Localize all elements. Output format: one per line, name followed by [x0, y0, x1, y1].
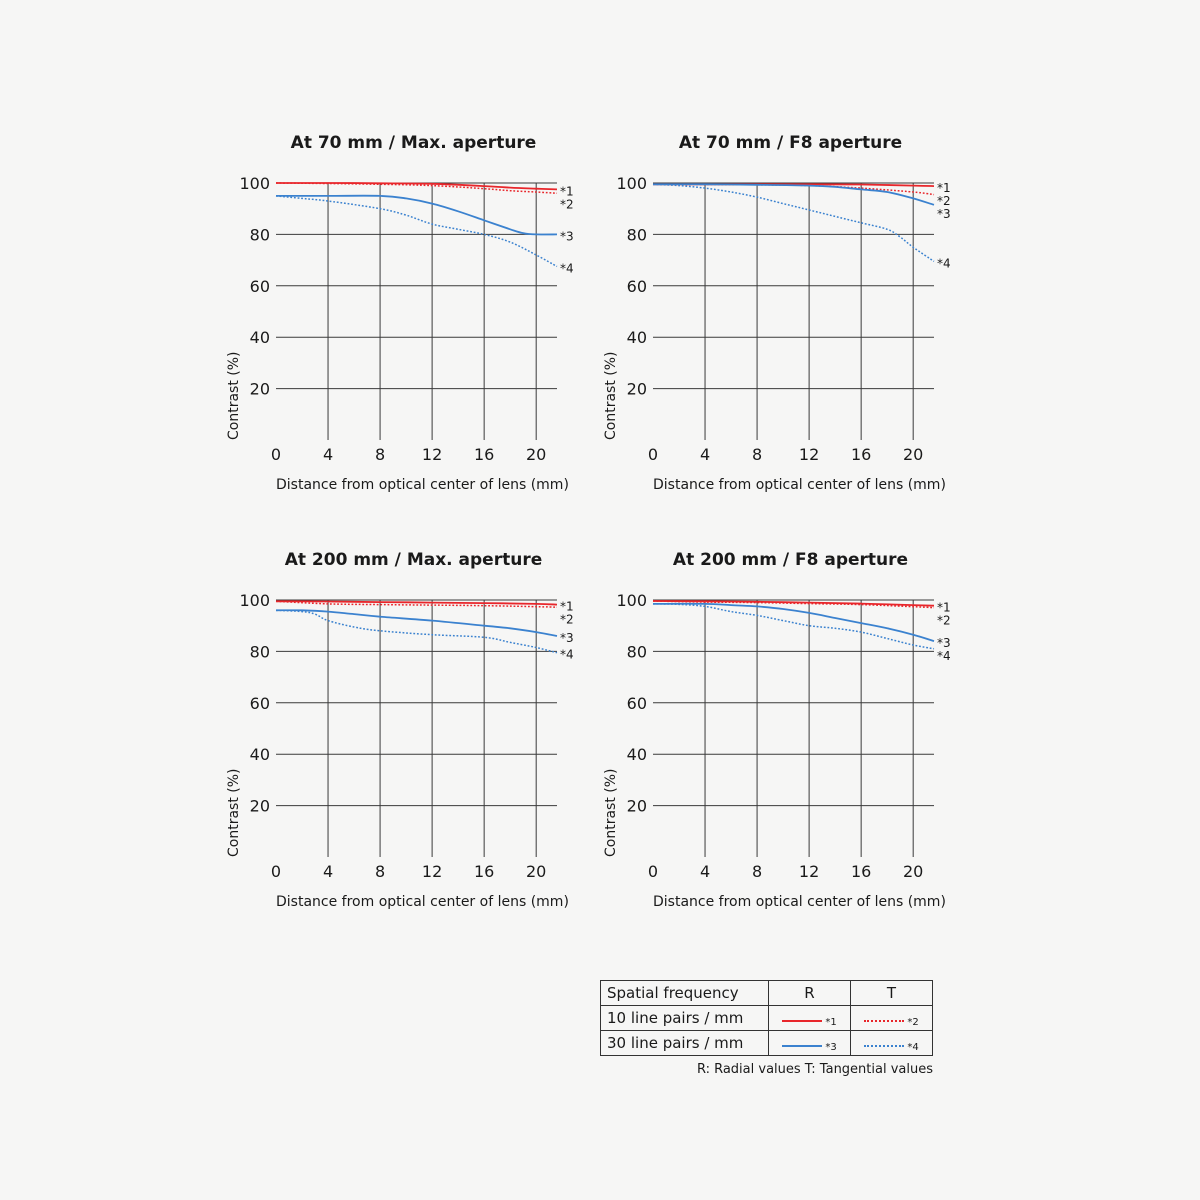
series-tag: *2 — [937, 194, 951, 209]
series-tag: *4 — [937, 256, 951, 271]
legend-sample-r10 — [769, 1006, 851, 1031]
x-tick-label: 0 — [647, 862, 659, 881]
legend-header-label: Spatial frequency — [601, 981, 769, 1006]
x-axis-label: Distance from optical center of lens (mm) — [653, 477, 946, 493]
legend-tag: *2 — [907, 1017, 919, 1028]
x-tick-label: 16 — [473, 445, 495, 464]
series-line-s4 — [276, 610, 557, 652]
y-tick-label: 20 — [626, 796, 647, 816]
chart-title: At 70 mm / Max. aperture — [290, 133, 537, 153]
legend-swatch-r10 — [782, 1020, 822, 1022]
y-tick-label: 60 — [626, 693, 647, 713]
x-tick-label: 4 — [699, 445, 711, 464]
y-tick-label: 40 — [249, 745, 270, 765]
x-tick-label: 12 — [798, 445, 820, 464]
y-tick-label: 100 — [239, 591, 270, 610]
series-line-s3 — [653, 184, 934, 205]
series-tag: *1 — [560, 599, 574, 614]
legend-swatch-t10 — [864, 1020, 904, 1022]
series-tag: *3 — [560, 229, 574, 244]
series-tag: *1 — [937, 181, 951, 196]
y-tick-label: 60 — [626, 276, 647, 296]
x-tick-label: 12 — [421, 862, 443, 881]
chart-title: At 70 mm / F8 aperture — [678, 133, 903, 153]
y-axis-label: Contrast (%) — [226, 351, 242, 440]
legend-swatch-t30 — [864, 1045, 904, 1047]
legend-row-label: 10 line pairs / mm — [601, 1006, 769, 1031]
y-tick-label: 40 — [626, 328, 647, 348]
legend-tag: *3 — [825, 1042, 837, 1053]
series-tag: *3 — [937, 207, 951, 222]
series-tag: *2 — [937, 613, 951, 628]
series-line-s3 — [276, 610, 557, 636]
series-line-s1 — [276, 601, 557, 604]
x-tick-label: 12 — [421, 445, 443, 464]
x-tick-label: 20 — [526, 445, 547, 464]
x-tick-label: 0 — [647, 445, 659, 464]
x-axis-label: Distance from optical center of lens (mm) — [276, 477, 569, 493]
x-tick-label: 20 — [903, 445, 924, 464]
legend-tag: *1 — [825, 1017, 837, 1028]
y-tick-label: 80 — [626, 225, 647, 245]
mtf-chart-2 — [603, 133, 951, 493]
legend-row-label: 30 line pairs / mm — [601, 1031, 769, 1056]
x-tick-label: 16 — [850, 862, 872, 881]
x-tick-label: 12 — [798, 862, 820, 881]
chart-title: At 200 mm / Max. aperture — [284, 550, 543, 570]
x-tick-label: 4 — [322, 445, 334, 464]
y-tick-label: 60 — [249, 276, 270, 296]
y-axis-label: Contrast (%) — [226, 768, 242, 857]
legend-row-10lp — [601, 1006, 933, 1031]
series-line-s1 — [276, 183, 557, 189]
series-tag: *2 — [560, 197, 574, 212]
y-tick-label: 40 — [249, 328, 270, 348]
series-tag: *4 — [560, 261, 574, 276]
legend-sample-r30 — [769, 1031, 851, 1056]
y-tick-label: 40 — [626, 745, 647, 765]
y-tick-label: 100 — [616, 174, 647, 193]
y-tick-label: 20 — [626, 379, 647, 399]
legend-tag: *4 — [907, 1042, 919, 1053]
series-line-s3 — [276, 196, 557, 235]
y-tick-label: 80 — [626, 642, 647, 662]
legend-table — [600, 980, 933, 1056]
x-tick-label: 4 — [699, 862, 711, 881]
x-axis-label: Distance from optical center of lens (mm) — [653, 894, 946, 910]
y-tick-label: 100 — [616, 591, 647, 610]
y-tick-label: 20 — [249, 379, 270, 399]
series-tag: *4 — [560, 647, 574, 662]
mtf-chart-3 — [226, 550, 574, 910]
series-tag: *3 — [937, 636, 951, 651]
y-tick-label: 60 — [249, 693, 270, 713]
series-tag: *1 — [937, 600, 951, 615]
series-tag: *3 — [560, 630, 574, 645]
chart-title: At 200 mm / F8 aperture — [672, 550, 909, 570]
legend-sample-t10 — [851, 1006, 933, 1031]
legend-header-row — [601, 981, 933, 1006]
x-tick-label: 0 — [270, 445, 282, 464]
legend-note: R: Radial values T: Tangential values — [696, 1062, 933, 1077]
y-tick-label: 100 — [239, 174, 270, 193]
legend-header-t: T — [851, 981, 933, 1006]
x-tick-label: 16 — [473, 862, 495, 881]
x-tick-label: 20 — [903, 862, 924, 881]
series-tag: *2 — [560, 612, 574, 627]
x-tick-label: 0 — [270, 862, 282, 881]
legend-header-r: R — [769, 981, 851, 1006]
x-tick-label: 8 — [751, 862, 763, 881]
x-tick-label: 8 — [374, 862, 386, 881]
y-tick-label: 80 — [249, 225, 270, 245]
x-tick-label: 4 — [322, 862, 334, 881]
y-tick-label: 20 — [249, 796, 270, 816]
y-axis-label: Contrast (%) — [603, 351, 619, 440]
series-tag: *4 — [937, 649, 951, 664]
series-tag: *1 — [560, 184, 574, 199]
x-axis-label: Distance from optical center of lens (mm) — [276, 894, 569, 910]
mtf-chart-4 — [603, 550, 951, 910]
x-tick-label: 16 — [850, 445, 872, 464]
x-tick-label: 8 — [751, 445, 763, 464]
legend-row-30lp — [601, 1031, 933, 1056]
legend-swatch-r30 — [782, 1045, 822, 1047]
x-tick-label: 20 — [526, 862, 547, 881]
y-axis-label: Contrast (%) — [603, 768, 619, 857]
series-line-s4 — [653, 184, 934, 261]
mtf-chart-1 — [226, 133, 574, 493]
y-tick-label: 80 — [249, 642, 270, 662]
legend-sample-t30 — [851, 1031, 933, 1056]
x-tick-label: 8 — [374, 445, 386, 464]
